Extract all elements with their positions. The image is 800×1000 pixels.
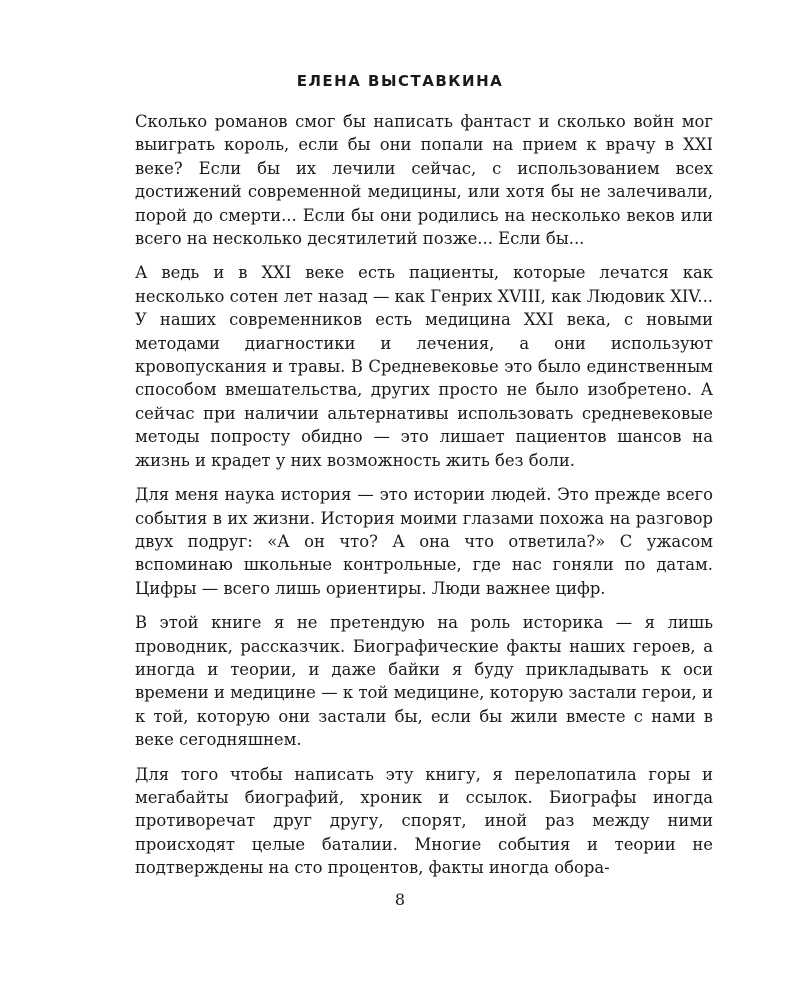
running-head-author: ЕЛЕНА ВЫСТАВКИНА <box>296 72 504 90</box>
paragraph-2: А ведь и в XXI веке есть пациенты, которые лечатся как несколько сотен лет назад — как Генрих XVIII, как Людовик XIV... У наших современников есть медицина XXI века, с новыми методами диагностики и лечения, а они используют кровопускания и травы. В Средневековье это было единственным способом вмешательства, других просто не было изобретено. А сейчас при наличии альтернативы использовать средневековые методы попросту обидно — это лишает пациентов шансов на жизнь и крадет у них возможность жить без боли. <box>135 263 713 470</box>
paragraph-1: Сколько романов смог бы написать фантаст и сколько войн мог выиграть король, если бы они попали на прием к врачу в XXI веке? Если бы их лечили сейчас, с использованием всех достижений современной медицины, или хотя бы не залечивали, порой до смерти... Если бы они родились на несколько веков или всего на несколько десятилетий позже... Если бы... <box>135 112 713 249</box>
page-number: 8 <box>394 890 406 909</box>
paragraph-3: Для меня наука история — это истории людей. Это прежде всего события в их жизни. История моими глазами похожа на разговор двух подруг: «А он что? А она что ответила?» С ужасом вспоминаю школьные контрольные, где нас гоняли по датам. Цифры — всего лишь ориентиры. Люди важнее цифр. <box>135 485 713 598</box>
body-text <box>135 110 713 891</box>
paragraph-5: Для того чтобы написать эту книгу, я перелопатила горы и мегабайты биографий, хроник и ссылок. Биографы иногда противоречат друг другу, спорят, иной раз между ними происходят целые баталии. Многие события и теории не подтверждены на сто процентов, факты иногда обора- <box>135 764 713 878</box>
paragraph-4: В этой книге я не претендую на роль историка — я лишь проводник, рассказчик. Биографические факты наших героев, а иногда и теории, и даже байки я буду прикладывать к оси времени и медицине — к той медицине, которую застали герои, и к той, которую они застали бы, если бы жили вместе с нами в веке сегодняшнем. <box>135 613 713 750</box>
